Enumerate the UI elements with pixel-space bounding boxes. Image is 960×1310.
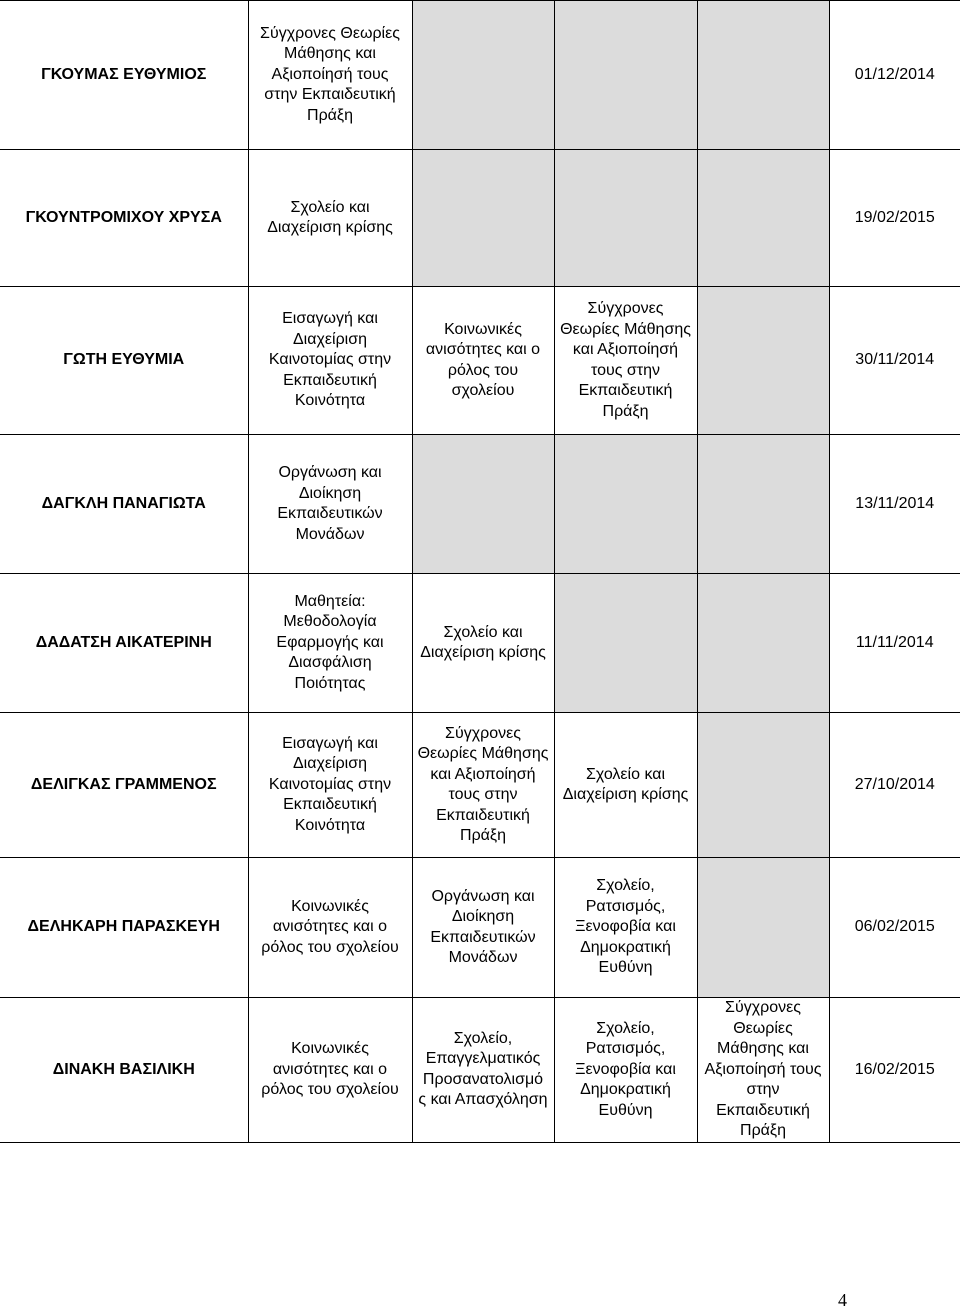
seminar-cell xyxy=(697,713,829,858)
seminar-cell: Εισαγωγή και Διαχείριση Καινοτομίας στην Εκπαιδευτική Κοινότητα xyxy=(248,287,412,435)
seminar-cell: Σύγχρονες Θεωρίες Μάθησης και Αξιοποίησή τους στην Εκπαιδευτική Πράξη xyxy=(412,713,554,858)
seminar-cell: Οργάνωση και Διοίκηση Εκπαιδευτικών Μονάδων xyxy=(412,858,554,998)
seminar-cell: Σύγχρονες Θεωρίες Μάθησης και Αξιοποίησή τους στην Εκπαιδευτική Πράξη xyxy=(554,287,697,435)
table-row xyxy=(0,998,960,1143)
date-cell: 13/11/2014 xyxy=(829,435,960,574)
seminar-cell: Σχολείο, Ρατσισμός, Ξενοφοβία και Δημοκρατική Ευθύνη xyxy=(554,858,697,998)
date-cell: 11/11/2014 xyxy=(829,574,960,713)
seminar-cell: Εισαγωγή και Διαχείριση Καινοτομίας στην Εκπαιδευτική Κοινότητα xyxy=(248,713,412,858)
seminar-cell: Σχολείο, Ρατσισμός, Ξενοφοβία και Δημοκρατική Ευθύνη xyxy=(554,998,697,1143)
date-cell: 16/02/2015 xyxy=(829,998,960,1143)
seminar-cell xyxy=(697,858,829,998)
seminar-cell: Σύγχρονες Θεωρίες Μάθησης και Αξιοποίησή τους στην Εκπαιδευτική Πράξη xyxy=(697,998,829,1143)
page-number: 4 xyxy=(838,1290,847,1310)
seminar-cell: Μαθητεία: Μεθοδολογία Εφαρμογής και Διασφάλιση Ποιότητας xyxy=(248,574,412,713)
seminar-cell xyxy=(697,1,829,150)
seminar-cell xyxy=(412,1,554,150)
seminar-cell xyxy=(554,1,697,150)
seminar-cell xyxy=(554,435,697,574)
seminar-cell xyxy=(697,287,829,435)
seminar-cell: Σύγχρονες Θεωρίες Μάθησης και Αξιοποίησή τους στην Εκπαιδευτική Πράξη xyxy=(248,1,412,150)
date-cell: 19/02/2015 xyxy=(829,150,960,287)
seminar-cell: Κοινωνικές ανισότητες και ο ρόλος του σχολείου xyxy=(248,858,412,998)
seminar-cell: Σχολείο και Διαχείριση κρίσης xyxy=(412,574,554,713)
seminar-cell xyxy=(412,150,554,287)
seminar-cell: Σχολείο και Διαχείριση κρίσης xyxy=(248,150,412,287)
table-row xyxy=(0,435,960,574)
seminar-cell: Κοινωνικές ανισότητες και ο ρόλος του σχολείου xyxy=(412,287,554,435)
date-cell: 27/10/2014 xyxy=(829,713,960,858)
trainer-name: ΓΚΟΥΜΑΣ ΕΥΘΥΜΙΟΣ xyxy=(0,1,248,150)
trainer-name: ΓΩΤΗ ΕΥΘΥΜΙΑ xyxy=(0,287,248,435)
date-cell: 01/12/2014 xyxy=(829,1,960,150)
trainer-name: ΓΚΟΥΝΤΡΟΜΙΧΟΥ ΧΡΥΣΑ xyxy=(0,150,248,287)
seminar-cell xyxy=(554,150,697,287)
trainer-name: ΔΕΛΙΓΚΑΣ ΓΡΑΜΜΕΝΟΣ xyxy=(0,713,248,858)
seminar-cell xyxy=(697,435,829,574)
seminar-cell xyxy=(697,574,829,713)
trainer-name: ΔΑΓΚΛΗ ΠΑΝΑΓΙΩΤΑ xyxy=(0,435,248,574)
trainer-name: ΔΑΔΑΤΣΗ ΑΙΚΑΤΕΡΙΝΗ xyxy=(0,574,248,713)
seminar-cell: Σχολείο και Διαχείριση κρίσης xyxy=(554,713,697,858)
seminar-cell xyxy=(412,435,554,574)
trainer-name: ΔΕΛΗΚΑΡΗ ΠΑΡΑΣΚΕΥΗ xyxy=(0,858,248,998)
date-cell: 06/02/2015 xyxy=(829,858,960,998)
table-row xyxy=(0,713,960,858)
table-row xyxy=(0,287,960,435)
table-row xyxy=(0,1,960,150)
table-row xyxy=(0,150,960,287)
seminar-cell: Κοινωνικές ανισότητες και ο ρόλος του σχολείου xyxy=(248,998,412,1143)
seminar-cell: Σχολείο, Επαγγελματικός Προσανατολισμό ς και Απασχόληση xyxy=(412,998,554,1143)
table-row xyxy=(0,858,960,998)
table-row xyxy=(0,574,960,713)
seminar-cell xyxy=(554,574,697,713)
date-cell: 30/11/2014 xyxy=(829,287,960,435)
seminar-cell xyxy=(697,150,829,287)
trainer-name: ΔΙΝΑΚΗ ΒΑΣΙΛΙΚΗ xyxy=(0,998,248,1143)
seminar-cell: Οργάνωση και Διοίκηση Εκπαιδευτικών Μονάδων xyxy=(248,435,412,574)
